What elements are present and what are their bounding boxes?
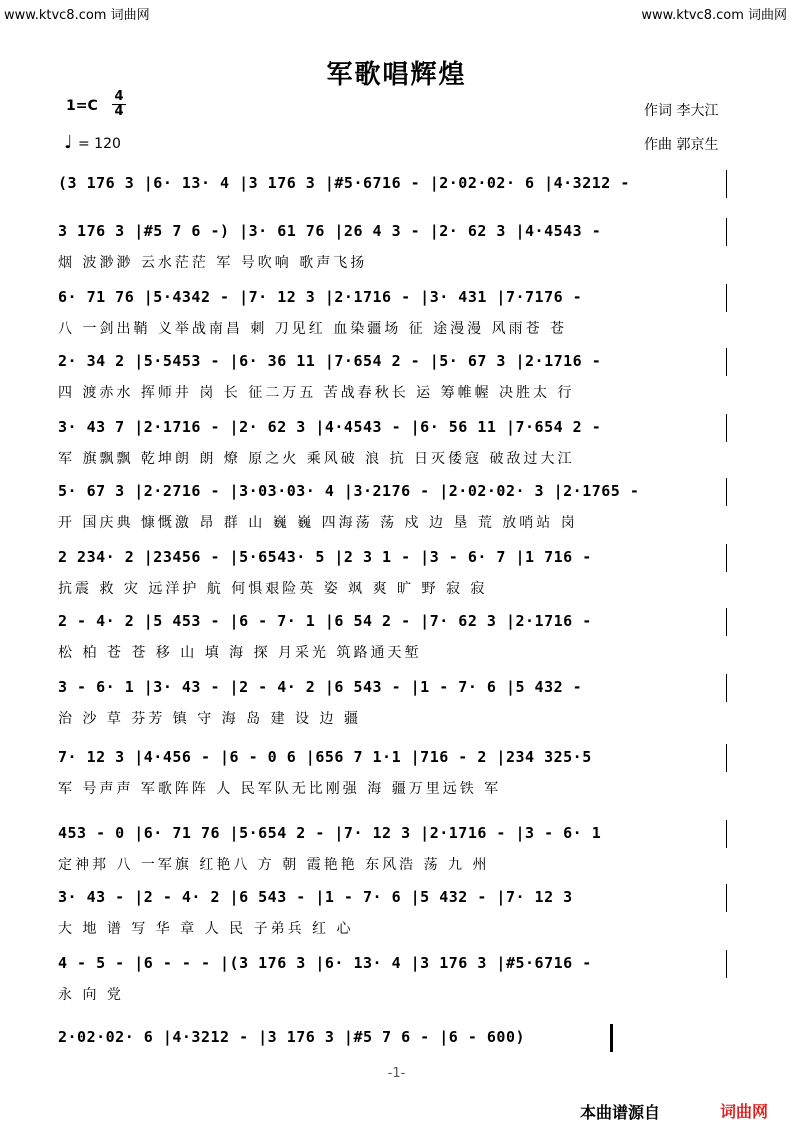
barline (726, 478, 727, 506)
lyric-line: 定神邦 八 一军旗 红艳八 方 朝 霞艳艳 东风浩 荡 九 州 (58, 857, 490, 873)
score-row (58, 282, 736, 344)
barline (726, 170, 727, 198)
quarter-note-icon: ♩ (64, 132, 73, 153)
song-title: 军歌唱辉煌 (326, 60, 467, 90)
barline (726, 608, 727, 636)
score-row (58, 346, 736, 408)
notation-line: 4 - 5 - |6 - - - |(3 176 3 |6· 13· 4 |3 176 3 |#5·6716 - (58, 954, 592, 972)
time-top: 4 (114, 89, 124, 104)
notation-line: 2· 34 2 |5·5453 - |6· 36 11 |7·654 2 - |5· 67 3 |2·1716 - (58, 352, 602, 370)
watermark-logo: 词曲网 (720, 1102, 769, 1121)
notation-line: 3· 43 7 |2·1716 - |2· 62 3 |4·4543 - |6· 56 11 |7·654 2 - (58, 418, 602, 436)
barline (726, 674, 727, 702)
score-row (58, 606, 736, 668)
score-row (58, 948, 736, 1010)
score-row (58, 882, 736, 944)
composer: 作曲 郭京生 (644, 137, 719, 153)
score-row (58, 542, 736, 604)
notation-line: 3 - 6· 1 |3· 43 - |2 - 4· 2 |6 543 - |1 - 7· 6 |5 432 - (58, 678, 583, 696)
lyric-line: 军 号声声 军歌阵阵 人 民军队无比刚强 海 疆万里远铁 军 (58, 781, 502, 797)
score-row (58, 672, 736, 734)
notation-line: 2·02·02· 6 |4·3212 - |3 176 3 |#5 7 6 - |6 - 600) (58, 1028, 526, 1046)
time-signature (112, 90, 126, 119)
lyric-line: 八 一剑出鞘 义举战南昌 刺 刀见红 血染疆场 征 途漫漫 风雨苍 苍 (58, 321, 568, 337)
notation-line: 3· 43 - |2 - 4· 2 |6 543 - |1 - 7· 6 |5 432 - |7· 12 3 (58, 888, 573, 906)
time-bottom: 4 (112, 104, 126, 119)
barline (726, 744, 727, 772)
notation-line: 453 - 0 |6· 71 76 |5·654 2 - |7· 12 3 |2·1716 - |3 - 6· 1 (58, 824, 602, 842)
final-barline (610, 1024, 613, 1052)
barline (726, 218, 727, 246)
barline (726, 820, 727, 848)
lyric-line: 开 国庆典 慷慨激 昂 群 山 巍 巍 四海荡 荡 戍 边 垦 荒 放哨站 岗 (58, 515, 578, 531)
score-row (58, 216, 736, 278)
notation-line: 2 - 4· 2 |5 453 - |6 - 7· 1 |6 54 2 - |7· 62 3 |2·1716 - (58, 612, 592, 630)
header-left: www.ktvc8.com 词曲网 (4, 8, 150, 23)
lyric-line: 军 旗飘飘 乾坤朗 朗 燎 原之火 乘风破 浪 抗 日灭倭寇 破敌过大江 (58, 451, 575, 467)
barline (726, 884, 727, 912)
lyric-line: 烟 波渺渺 云水茫茫 军 号吹响 歌声飞扬 (58, 255, 368, 271)
notation-line: 7· 12 3 |4·456 - |6 - 0 6 |656 7 1·1 |716 - 2 |234 325·5 (58, 748, 592, 766)
notation-line: 5· 67 3 |2·2716 - |3·03·03· 4 |3·2176 - |2·02·02· 3 |2·1765 - (58, 482, 640, 500)
score-row (58, 476, 736, 538)
lyric-line: 永 向 党 (58, 987, 124, 1003)
score-row (58, 742, 736, 804)
score-row (58, 412, 736, 474)
notation-line: 3 176 3 |#5 7 6 -) |3· 61 76 |26 4 3 - |2· 62 3 |4·4543 - (58, 222, 602, 240)
lyricist: 作词 李大江 (644, 103, 719, 119)
tempo: = 120 (78, 136, 121, 152)
lyric-line: 治 沙 草 芬芳 镇 守 海 岛 建 设 边 疆 (58, 711, 361, 727)
notation-line: (3 176 3 |6· 13· 4 |3 176 3 |#5·6716 - |2·02·02· 6 |4·3212 - (58, 174, 630, 192)
barline (726, 414, 727, 442)
barline (726, 950, 727, 978)
notation-line: 6· 71 76 |5·4342 - |7· 12 3 |2·1716 - |3· 431 |7·7176 - (58, 288, 583, 306)
key-signature: 1=C (66, 98, 98, 114)
lyric-line: 大 地 谱 写 华 章 人 民 子弟兵 红 心 (58, 921, 354, 937)
header-right: www.ktvc8.com 词曲网 (641, 8, 787, 23)
score-row (58, 818, 736, 880)
page-number: -1- (387, 1066, 406, 1081)
footer-source: 本曲谱源自 (580, 1103, 661, 1122)
lyric-line: 四 渡赤水 挥师井 岗 长 征二万五 苦战春秋长 运 筹帷幄 决胜太 行 (58, 385, 575, 401)
barline (726, 348, 727, 376)
lyric-line: 松 柏 苍 苍 移 山 填 海 探 月采光 筑路通天堑 (58, 645, 422, 661)
lyric-line: 抗震 救 灾 远洋护 航 何惧艰险英 姿 飒 爽 旷 野 寂 寂 (58, 581, 488, 597)
barline (726, 284, 727, 312)
barline (726, 544, 727, 572)
notation-line: 2 234· 2 |23456 - |5·6543· 5 |2 3 1 - |3 - 6· 7 |1 716 - (58, 548, 592, 566)
